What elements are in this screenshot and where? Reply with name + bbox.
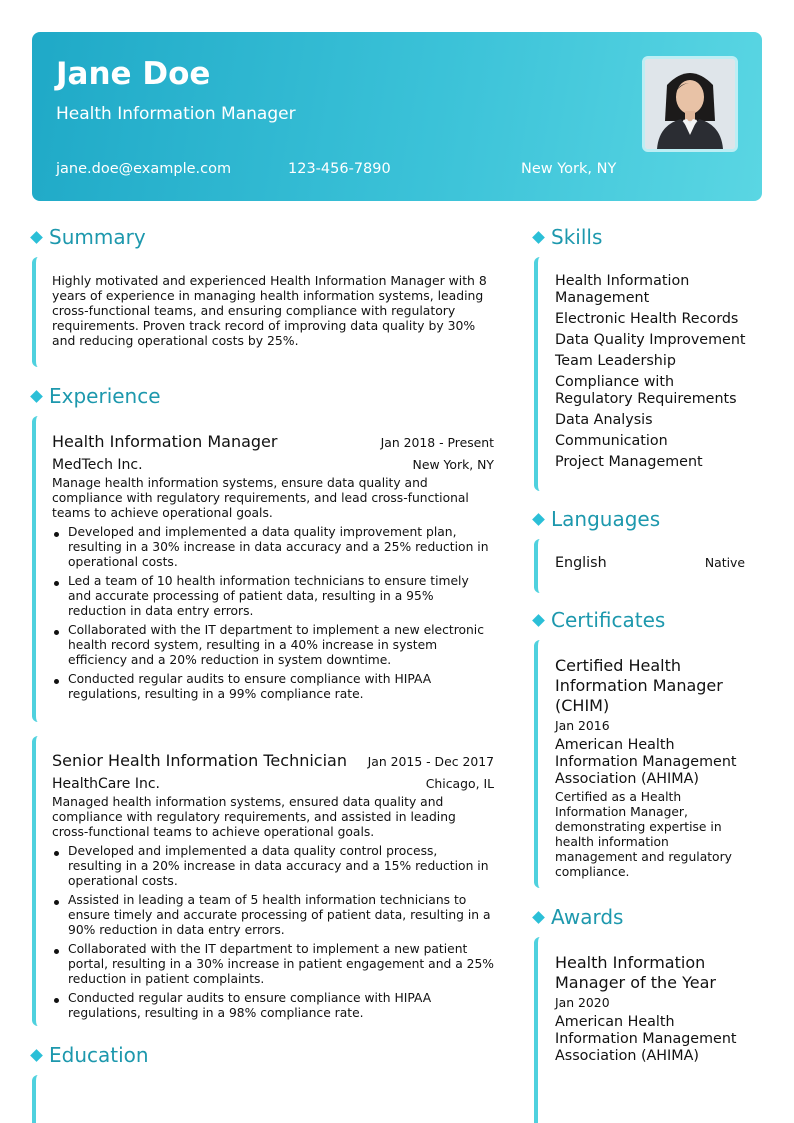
job-dates: Jan 2015 - Dec 2017 [367,754,494,769]
awards-heading-label: Awards [551,905,624,929]
job-entry [52,751,494,1025]
job-description: Managed health information systems, ensured data quality and compliance with regulatory requirements, and assisted in leading cross-functional teams to achieve operational goals. [52,795,456,839]
achievement-item: Conducted regular audits to ensure compliance with HIPAA regulations, resulting in a 98% compliance rate. [52,991,494,1021]
experience-heading-label: Experience [49,384,161,408]
certificates-heading-label: Certificates [551,608,666,632]
summary-text: Highly motivated and experienced Health Information Manager with 8 years of experience in managing health information systems, leading cross-functional teams, and ensuring compliance with regulatory requirements. Proven track record of improving data quality by 30% and reducing operational costs by 25%. [52,273,487,348]
profile-photo-image [645,59,735,149]
achievement-item: Collaborated with the IT department to implement a new patient portal, resulting in a 30% increase in patient engagement and a 25% reduction in patient complaints. [52,942,494,987]
skill-item: Team Leadership [555,353,676,369]
resume-header [32,32,762,201]
language-level: Native [704,555,745,570]
skills-heading [532,224,602,250]
achievement-item: Led a team of 10 health information technicians to ensure timely and accurate processing of patient data, resulting in a 95% reduction in data entry errors. [52,574,494,619]
award-date: Jan 2020 [555,995,610,1010]
skill-item: Electronic Health Records [555,311,739,327]
candidate-name: Jane Doe [56,56,211,92]
certificate-issuer: American Health Information Management Association (AHIMA) [555,737,737,787]
job-achievements [52,525,494,702]
experience-bar-2 [32,736,38,1026]
achievement-item: Developed and implemented a data quality improvement plan, resulting in a 30% increase in data accuracy and a 25% reduction in operational costs. [52,525,494,570]
education-heading [30,1042,149,1068]
languages-bar [534,539,540,593]
diamond-icon [30,390,43,403]
diamond-icon [532,513,545,526]
certificate-description: Certified as a Health Information Manager, demonstrating expertise in health information management and regulatory compliance. [555,790,732,879]
job-company: MedTech Inc. [52,457,143,473]
skill-item: Data Analysis [555,412,653,428]
award-entry [555,953,755,1065]
certificate-title: Certified Health Information Manager (CHIM) [555,656,723,715]
skills-list [555,273,755,475]
achievement-item: Developed and implemented a data quality control process, resulting in a 20% increase in data accuracy and a 15% reduction in operational costs. [52,844,494,889]
skill-item: Data Quality Improvement [555,332,746,348]
skill-item: Communication [555,433,668,449]
skills-bar [534,257,540,491]
certificates-heading [532,607,665,633]
certificate-date: Jan 2016 [555,718,610,733]
diamond-icon [30,1049,43,1062]
awards-bar [534,937,540,1123]
achievement-item: Conducted regular audits to ensure compliance with HIPAA regulations, resulting in a 99% compliance rate. [52,672,494,702]
skill-item: Health Information Management [555,273,690,306]
achievement-item: Assisted in leading a team of 5 health information technicians to ensure timely and accurate processing of patient data, resulting in a 90% reduction in data entry errors. [52,893,494,938]
job-title: Health Information Manager [52,432,278,451]
summary-bar [32,257,38,367]
diamond-icon [532,911,545,924]
skill-item: Compliance with Regulatory Requirements [555,374,737,407]
experience-heading [30,383,161,409]
certificates-bar [534,640,540,888]
skills-heading-label: Skills [551,225,603,249]
job-entry [52,432,494,706]
diamond-icon [30,231,43,244]
summary-heading-label: Summary [49,225,146,249]
education-bar [32,1075,38,1123]
candidate-role: Health Information Manager [56,104,296,124]
contact-email[interactable]: jane.doe@example.com [56,161,232,177]
language-item [555,555,745,571]
languages-heading-label: Languages [551,507,661,531]
award-title: Health Information Manager of the Year [555,953,716,992]
summary-heading [30,224,146,250]
job-title: Senior Health Information Technician [52,751,347,770]
job-dates: Jan 2018 - Present [380,435,494,450]
profile-photo [642,56,738,152]
experience-bar-1 [32,416,38,722]
contact-location: New York, NY [521,161,617,177]
diamond-icon [532,614,545,627]
award-issuer: American Health Information Management Association (AHIMA) [555,1014,737,1064]
job-company: HealthCare Inc. [52,776,160,792]
job-achievements [52,844,494,1021]
job-location: Chicago, IL [425,776,494,791]
skill-item: Project Management [555,454,703,470]
job-description: Manage health information systems, ensure data quality and compliance with regulatory requirements, and lead cross-functional teams to achieve operational goals. [52,476,469,520]
languages-heading [532,506,660,532]
education-heading-label: Education [49,1043,149,1067]
achievement-item: Collaborated with the IT department to implement a new electronic health record system, resulting in a 40% increase in system efficiency and a 20% reduction in system downtime. [52,623,494,668]
diamond-icon [532,231,545,244]
language-name: English [555,555,607,571]
certificate-entry [555,656,755,880]
job-location: New York, NY [412,457,494,472]
awards-heading [532,904,623,930]
contact-phone[interactable]: 123-456-7890 [288,161,391,177]
